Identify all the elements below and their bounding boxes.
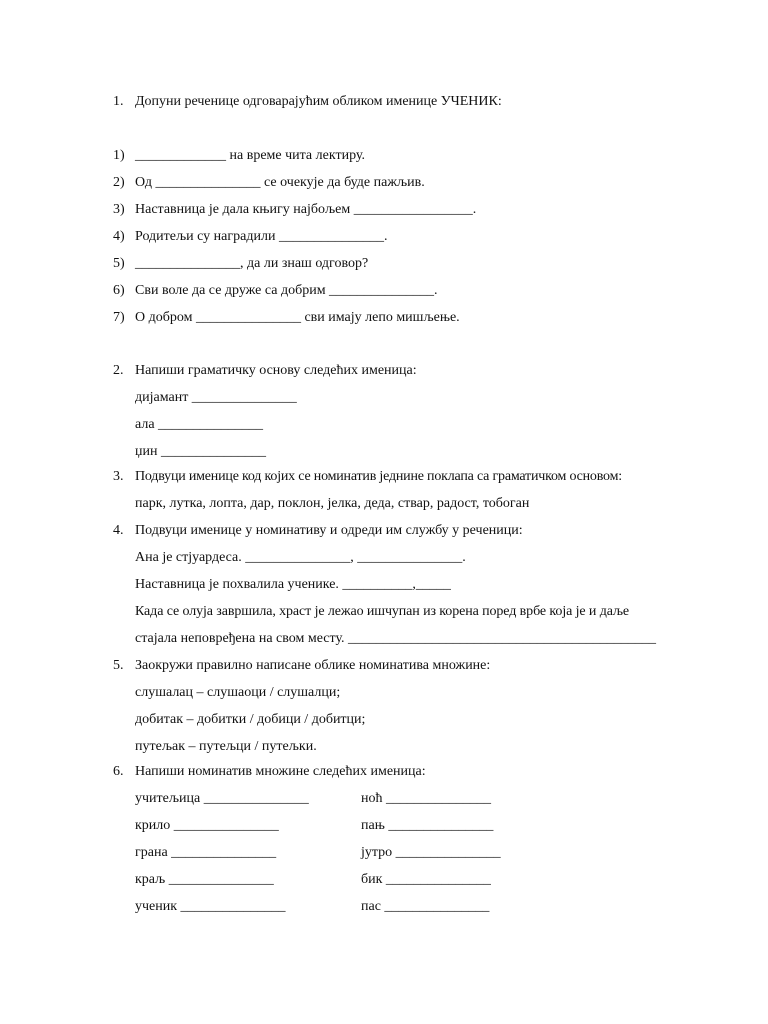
q2-line: дијамант _______________: [135, 390, 297, 405]
q6-number: 6.: [113, 764, 124, 779]
q5-line: добитак – добитки / добици / добитци;: [135, 712, 366, 727]
q6-left-line: учитељица _______________: [135, 791, 309, 806]
q2-number: 2.: [113, 363, 124, 378]
q1-number: 1.: [113, 94, 124, 109]
q5-line: путељак – путељци / путељки.: [135, 739, 317, 754]
q6-right-line: јутро _______________: [361, 845, 501, 860]
q1-item-number: 4): [113, 229, 125, 244]
q2-title: Напиши граматичку основу следећих именица:: [135, 363, 417, 378]
q1-item-number: 6): [113, 283, 125, 298]
q6-right-line: пас _______________: [361, 899, 490, 914]
q6-left-line: ученик _______________: [135, 899, 286, 914]
q3-title: Подвуци именице код којих се номинатив једнине поклапа са граматичком основом:: [135, 469, 622, 484]
q1-item-number: 1): [113, 148, 125, 163]
q4-line: стајала неповређена на свом месту. ____________________________________________: [135, 631, 657, 646]
q4-title: Подвуци именице у номинативу и одреди им службу у реченици:: [135, 523, 523, 538]
q1-item-text: Наставница је дала књигу најбољем _________________.: [135, 202, 477, 217]
q6-title: Напиши номинатив множине следећих именица:: [135, 764, 426, 779]
q6-right-line: ноћ _______________: [361, 791, 491, 806]
q3-number: 3.: [113, 469, 124, 484]
q1-item-text: _______________, да ли знаш одговор?: [135, 256, 369, 271]
q1-item-text: Сви воле да се друже са добрим _______________.: [135, 283, 438, 298]
q1-item-number: 3): [113, 202, 125, 217]
q2-line: ала _______________: [135, 417, 264, 432]
q1-item-number: 5): [113, 256, 125, 271]
q4-line: Наставница је похвалила ученике. __________,_____: [135, 577, 451, 592]
q5-number: 5.: [113, 658, 124, 673]
q6-right-line: пањ _______________: [361, 818, 494, 833]
q1-item-text: Од _______________ се очекује да буде пажљив.: [135, 175, 425, 190]
q6-left-line: крило _______________: [135, 818, 279, 833]
q6-right-line: бик _______________: [361, 872, 491, 887]
q5-title: Заокружи правилно написане облике номинатива множине:: [135, 658, 491, 673]
q6-left-line: краљ _______________: [135, 872, 274, 887]
q1-title: Допуни реченице одговарајућим обликом именице УЧЕНИК:: [135, 94, 502, 109]
q4-number: 4.: [113, 523, 124, 538]
q1-item-number: 2): [113, 175, 125, 190]
q1-item-text: _____________ на време чита лектиру.: [135, 148, 365, 163]
q3-line: парк, лутка, лопта, дар, поклон, јелка, деда, ствар, радост, тобоган: [135, 496, 530, 511]
q6-left-line: грана _______________: [135, 845, 277, 860]
q1-item-number: 7): [113, 310, 125, 325]
q2-line: џин _______________: [135, 444, 266, 459]
q4-line: Када се олуја завршила, храст је лежао ишчупан из корена поред врбе која је и даље: [135, 604, 630, 619]
q1-item-text: О добром _______________ сви имају лепо мишљење.: [135, 310, 460, 325]
q4-line: Ана је стјуардеса. _______________, _______________.: [135, 550, 466, 565]
q5-line: слушалац – слушаоци / слушалци;: [135, 685, 341, 700]
q1-item-text: Родитељи су наградили _______________.: [135, 229, 388, 244]
